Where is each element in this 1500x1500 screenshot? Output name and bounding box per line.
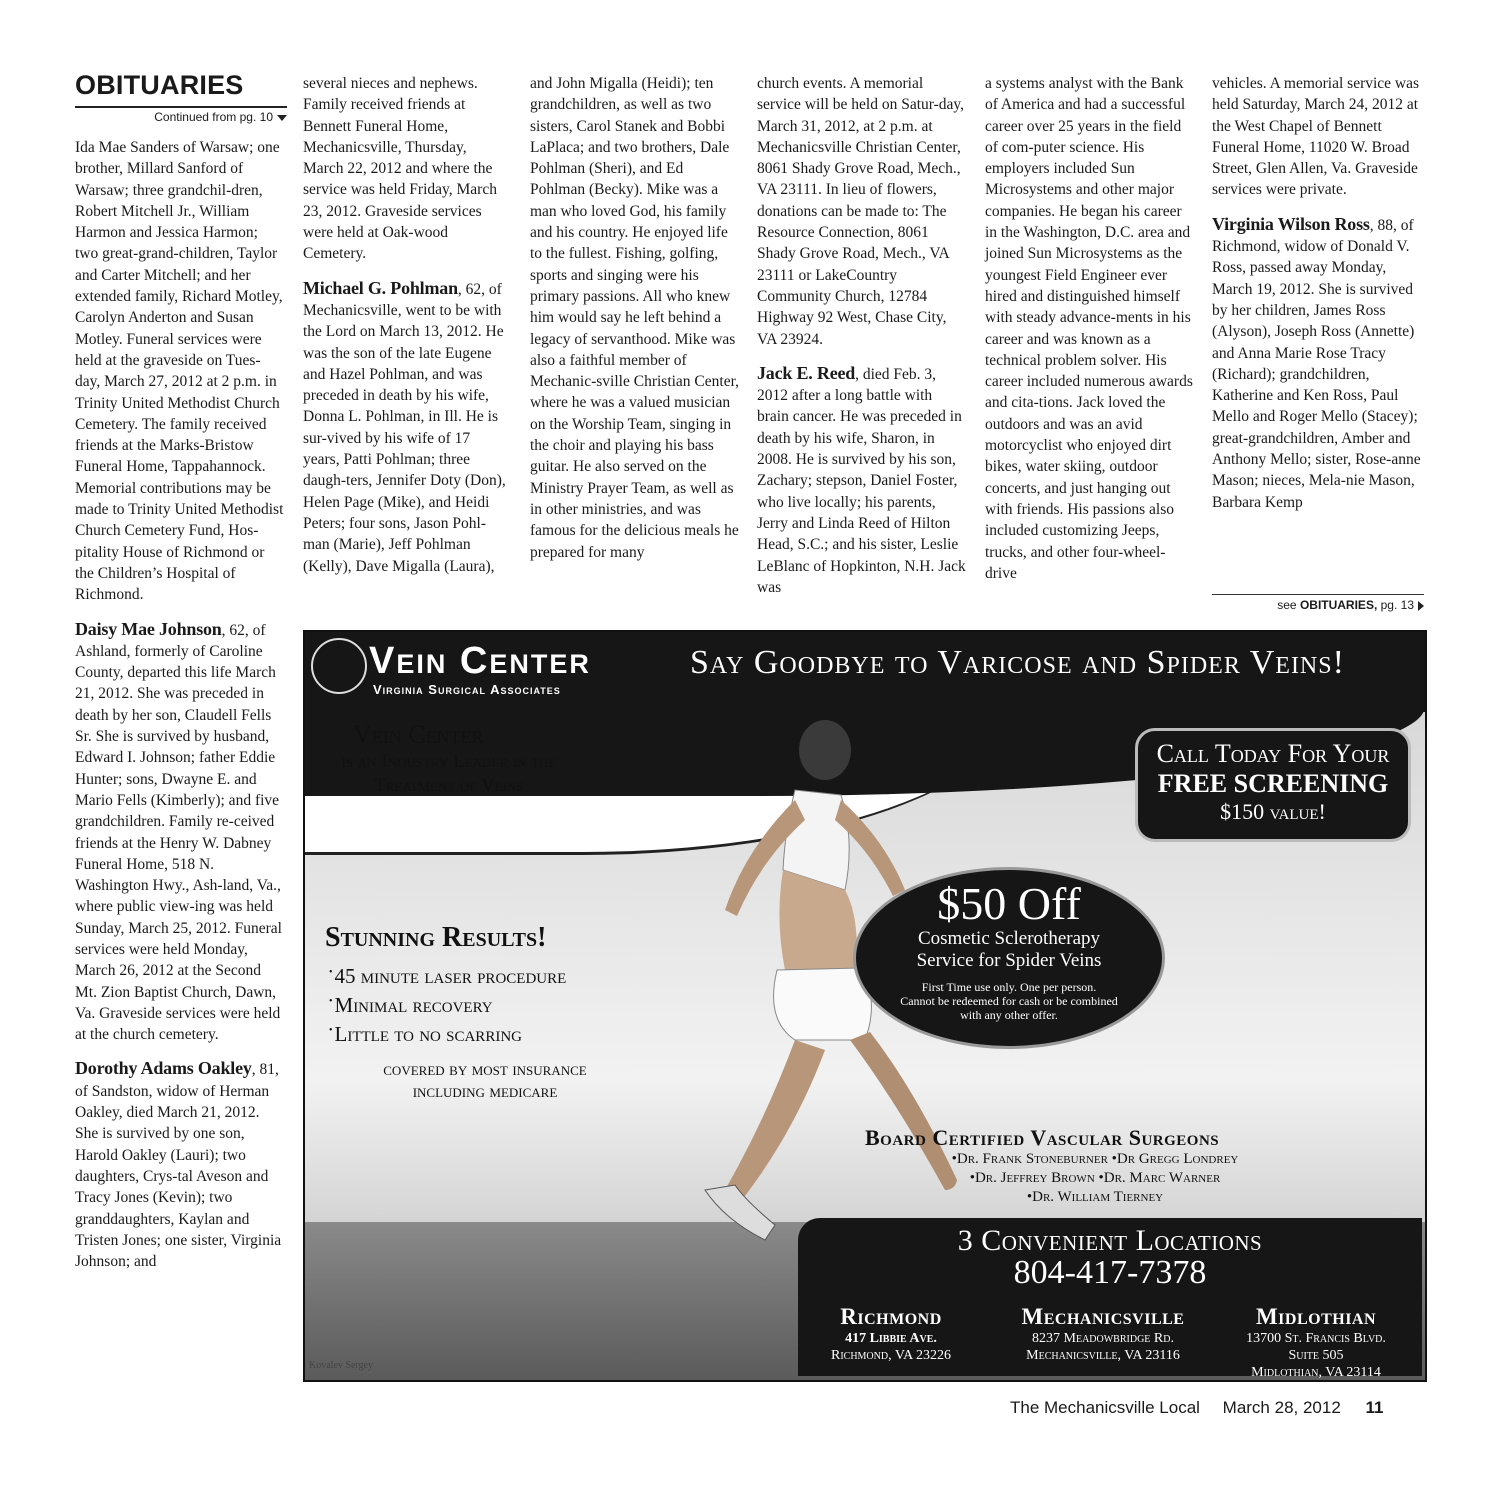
location-mechanicsville	[998, 1304, 1208, 1364]
see-more-section: OBITUARIES,	[1299, 598, 1378, 612]
obituary-text: Ida Mae Sanders of Warsaw; one brother, Millard Sanford of Warsaw; three grandchil-dren, Robert Mitchell Jr., William Harmon and Jessica Harmon; two great-grand-children, Taylor and Carter Mitchell; and her extended family, Richard Motley, Carolyn Anderton and Susan Motley. Funeral services were held at the graveside on Tues-day, March 27, 2012 at 2 p.m. in Trinity United Methodist Church Cemetery. The family received friends at the Marks-Bristow Funeral Home, Tappahannock. Memorial contributions may be made to Trinity United Methodist Church Cemetery Fund, Hos-pitality House of Richmond or the Children’s Hospital of Richmond.	[75, 139, 284, 604]
obit-column-5	[985, 73, 1195, 584]
see-more-page: pg. 13	[1380, 598, 1414, 612]
obituary-name: Jack E. Reed	[757, 362, 856, 383]
obit-column-6	[1212, 73, 1424, 513]
offer-amount: $50 Off	[937, 878, 1081, 929]
location-suite: Suite 505	[1288, 1348, 1344, 1363]
location-address: 417 Libbie Ave.	[845, 1331, 937, 1346]
surgeons-line-1: •Dr. Frank Stoneburner •Dr Gregg Londrey	[951, 1151, 1239, 1167]
location-city-state: Richmond, VA 23226	[830, 1348, 951, 1363]
ad-headline: Say Goodbye to Varicose and Spider Veins!	[690, 644, 1345, 681]
obituary-entry: Virginia Wilson Ross, 88, of Richmond, widow of Donald V. Ross, passed away Monday, March 19, 2012. She is survived by her children, James Ross (Alyson), Joseph Ross (Annette) and Anna Marie Rose Tracy (Richard); grandchildren, Katherine and Ken Ross, Paul Mello and Roger Mello (Stacey); great-grandchildren, Amber and Anthony Mello; sister, Rose-anne Mason; nieces, Mela-nie Mason, Barbara Kemp	[1212, 213, 1421, 511]
obituary-text: 62, of Mechanicsville, went to be with the Lord on March 13, 2012. He was the son of the late Eugene and Hazel Pohlman, and was preceded in death by his wife, Donna L. Pohlman, in Ill. He is sur-vived by his wife of 17 years, Patti Pohlman; three daugh-ters, Jennifer Doty (Don), Helen Page (Mike), and Heidi Peters; four sons, Jason Pohl-man (Marie), Jeff Pohlman (Kelly), Dave Migalla (Laura),	[303, 280, 506, 575]
surgeons-line-2: •Dr. Jeffrey Brown •Dr. Marc Warner	[969, 1170, 1221, 1186]
location-city-state: Mechanicsville, VA 23116	[1026, 1348, 1180, 1363]
paragraph-gap	[303, 265, 510, 278]
vc-logo-icon	[311, 638, 367, 694]
offer-oval	[853, 867, 1165, 1049]
obit-column-1	[75, 137, 285, 1272]
paragraph-gap	[75, 606, 285, 619]
obituary-text: church events. A memorial service will be held on Satur-day, March 31, 2012, at 2 p.m. at Mechanicsville Christian Center, 8061 Shady Grove Road, Mech., VA 23111. In lieu of flowers, donations can be made to: The Resource Connection, 8061 Shady Grove Road, Mech., VA 23111 or LakeCountry Community Church, 12784 Highway 92 West, Chase City, VA 23924.	[757, 75, 965, 348]
fine-line-3: with any other offer.	[960, 1008, 1058, 1022]
results-item: • Minimal recovery	[329, 989, 566, 1018]
results-item: • Little to no scarring	[329, 1018, 566, 1047]
cta-line-3: $150 value!	[1220, 799, 1326, 824]
cta-line-2: FREE SCREENING	[1157, 769, 1389, 798]
obit-column-3	[530, 73, 740, 563]
location-city-state: Midlothian, VA 23114	[1251, 1365, 1381, 1380]
insurance-note	[325, 1058, 645, 1102]
insurance-line-1: covered by most insurance	[383, 1059, 587, 1079]
location-city: Mechanicsville	[1021, 1304, 1185, 1329]
ad-logo-subtitle: Virginia Surgical Associates	[373, 682, 561, 697]
location-city: Richmond	[840, 1304, 942, 1329]
phone-number[interactable]: 804-417-7378	[1013, 1254, 1207, 1291]
results-list	[329, 960, 566, 1047]
section-title: OBITUARIES	[75, 70, 244, 100]
obituary-name: Virginia Wilson Ross	[1212, 213, 1370, 234]
obituary-text: 62, of Ashland, formerly of Caroline County, departed this life March 21, 2012. She was preceded in death by her son, Claudell Fells Sr. She is survived by husband, Edward I. Johnson; father Eddie Hunter; sons, Dwayne E. and Mario Fells (Kimberly); and five grandchildren. Family re-ceived friends at the Henry W. Dabney Funeral Home, 518 N. Washington Hwy., Ash-land, Va., where public view-ing was held Sunday, March 25, 2012. Funeral services were held Monday, March 26, 2012 at the Second Mt. Zion Baptist Church, Dawn, Va. Graveside services were held at the church cemetery.	[75, 621, 282, 1044]
continued-from-note	[75, 106, 287, 124]
results-item: • 45 minute laser procedure	[329, 960, 566, 989]
location-richmond	[806, 1304, 976, 1364]
obituary-text: died Feb. 3, 2012 after a long battle with brain cancer. He was preceded in death by his wife, Sharon, in 2008. He is survived by his son, Zachary; stepson, Daniel Foster, who live locally; his parents, Jerry and Linda Reed of Hilton Head, S.C.; and his sister, Leslie LeBlanc of Hopkinton, N.H. Jack was	[757, 365, 966, 596]
obituary-text: 81, of Sandston, widow of Herman Oakley, died March 21, 2012. She is survived by one son, Harold Oakley (Lauri); two daughters, Crys-tal Aveson and Tracy Jones (Kevin); two granddaughters, Kaylan and Tristen Jones; one sister, Virginia Johnson; and	[75, 1061, 282, 1271]
results-title: Stunning Results!	[325, 922, 547, 953]
obit-column-2	[303, 73, 510, 577]
photo-credit: Kovalev Sergey	[309, 1360, 373, 1371]
locations-title: 3 Convenient Locations	[957, 1224, 1263, 1257]
location-city: Midlothian	[1255, 1304, 1377, 1329]
obituary-entry: Daisy Mae Johnson, 62, of Ashland, formerly of Caroline County, departed this life March 21, 2012. She was preceded in death by her son, Claudell Fells Sr. She is survived by husband, Edward I. Johnson; father Eddie Hunter; sons, Dwayne E. and Mario Fells (Kimberly); and five grandchildren. Family re-ceived friends at the Henry W. Dabney Funeral Home, 518 N. Washington Hwy., Ash-land, Va., where public view-ing was held Sunday, March 25, 2012. Funeral services were held Monday, March 26, 2012 at the Second Mt. Zion Baptist Church, Dawn, Va. Graveside services were held at the church cemetery.	[75, 618, 282, 1044]
obituary-name: Daisy Mae Johnson	[75, 618, 222, 639]
see-more-prefix: see	[1277, 598, 1297, 612]
free-screening-callout[interactable]	[1135, 728, 1411, 842]
obituary-name: Michael G. Pohlman	[303, 277, 458, 298]
fine-line-2: Cannot be redeemed for cash or be combined	[900, 994, 1118, 1008]
obituary-text: several nieces and nephews. Family received friends at Bennett Funeral Home, Mechanicsville, Thursday, March 22, 2012 and where the service was held Friday, March 23, 2012. Graveside services were held at Oak-wood Cemetery.	[303, 75, 497, 263]
location-address: 8237 Meadowbridge Rd.	[1032, 1331, 1174, 1346]
obituary-text: and John Migalla (Heidi); ten grandchildren, as well as two sisters, Carol Stanek and Bobbi LaPlaca; and two brothers, Dale Pohlman (Sheri), and Ed Pohlman (Becky). Mike was a man who loved God, his family and his country. He enjoyed life to the fullest. Fishing, golfing, sports and singing were his primary passions. All who knew him would say he left behind a legacy of servanthood. Mike was also a faithful member of Mechanic-sville Christian Center, where he was a valued musician on the Worship Team, singing in the choir and playing his bass guitar. He also served on the Ministry Prayer Team, as well as in other ministries, and was famous for the delicious meals he prepared for many	[530, 75, 740, 561]
fine-line-1: First Time use only. One per person.	[921, 980, 1097, 994]
obituary-text: vehicles. A memorial service was held Saturday, March 24, 2012 at the West Chapel of Bennett Funeral Home, 11020 W. Broad Street, Glen Allen, Va. Graveside services were private.	[1212, 75, 1420, 199]
location-midlothian	[1216, 1304, 1416, 1381]
obituary-entry: Michael G. Pohlman, 62, of Mechanicsville, went to be with the Lord on March 13, 2012. He was the son of the late Eugene and Hazel Pohlman, and was preceded in death by his wife, Donna L. Pohlman, in Ill. He is sur-vived by his wife of 17 years, Patti Pohlman; three daugh-ters, Jennifer Doty (Don), Helen Page (Mike), and Heidi Peters; four sons, Jason Pohl-man (Marie), Jeff Pohlman (Kelly), Dave Migalla (Laura),	[303, 277, 506, 575]
newspaper-name: The Mechanicsville Local	[1010, 1398, 1200, 1417]
paragraph-gap	[757, 350, 967, 363]
offer-sub-1: Cosmetic Sclerotherapy	[917, 928, 1101, 949]
down-arrow-icon	[277, 115, 287, 121]
obituary-entry: Dorothy Adams Oakley, 81, of Sandston, widow of Herman Oakley, died March 21, 2012. She is survived by one son, Harold Oakley (Lauri); two daughters, Crys-tal Aveson and Tracy Jones (Kevin); two granddaughters, Kaylan and Tristen Jones; one sister, Virginia Johnson; and	[75, 1058, 282, 1271]
obituary-text: a systems analyst with the Bank of America and had a successful career over 25 years in the field of com-puter science. His employers included Sun Microsystems and other major companies. He began his career in the Washington, D.C. area and joined Sun Microsystems as the youngest Field Engineer ever hired and distinguished himself with steady advance-ments in his career and was known as a technical problem solver. His career included numerous awards and cita-tions. Jack loved the outdoors and was an avid motorcyclist who enjoyed dirt bikes, water skiing, outdoor concerts, and just hanging out with friends. His passions also included customizing Jeeps, trucks, and other four-wheel-drive	[985, 75, 1193, 582]
page-number: 11	[1365, 1398, 1384, 1417]
insurance-line-2: including medicare	[412, 1081, 558, 1101]
see-more-link[interactable]	[1212, 594, 1424, 612]
surgeons-title: Board Certified Vascular Surgeons	[865, 1125, 1220, 1150]
continued-from-text: Continued from pg. 10	[154, 110, 273, 124]
page-footer	[1010, 1398, 1384, 1418]
location-address: 13700 St. Francis Blvd.	[1246, 1331, 1386, 1346]
paragraph-gap	[75, 1045, 285, 1058]
surgeons-line-3: •Dr. William Tierney	[1026, 1189, 1164, 1205]
offer-fine-print	[856, 980, 1162, 1022]
obituary-entry: Jack E. Reed, died Feb. 3, 2012 after a long battle with brain cancer. He was preceded in death by his wife, Sharon, in 2008. He is survived by his son, Zachary; stepson, Daniel Foster, who live locally; his parents, Jerry and Linda Reed of Hilton Head, S.C.; and his sister, Leslie LeBlanc of Hopkinton, N.H. Jack was	[757, 362, 966, 596]
paragraph-gap	[1212, 201, 1424, 214]
ad-header	[305, 632, 1425, 712]
vein-center-advertisement	[303, 630, 1427, 1382]
obit-column-4	[757, 73, 967, 598]
obituary-text: 88, of Richmond, widow of Donald V. Ross, passed away Monday, March 19, 2012. She is survived by her children, James Ross (Alyson), Joseph Ross (Annette) and Anna Marie Rose Tracy (Richard); grandchildren, Katherine and Ken Ross, Paul Mello and Roger Mello (Stacey); great-grandchildren, Amber and Anthony Mello; sister, Rose-anne Mason; nieces, Mela-nie Mason, Barbara Kemp	[1212, 216, 1421, 511]
offer-sub-2: Service for Spider Veins	[916, 950, 1102, 971]
ad-logo: Vein Center	[369, 640, 591, 682]
locations-box	[798, 1218, 1422, 1380]
issue-date: March 28, 2012	[1222, 1398, 1341, 1417]
obituary-name: Dorothy Adams Oakley	[75, 1058, 252, 1079]
intro-text: is an Industry Leader in the Treatment of Veins	[341, 751, 557, 796]
cta-line-1: Call Today For Your	[1156, 739, 1390, 768]
intro-title: Vein Center	[353, 720, 484, 749]
surgeons-list	[865, 1150, 1325, 1207]
right-arrow-icon	[1418, 601, 1424, 611]
